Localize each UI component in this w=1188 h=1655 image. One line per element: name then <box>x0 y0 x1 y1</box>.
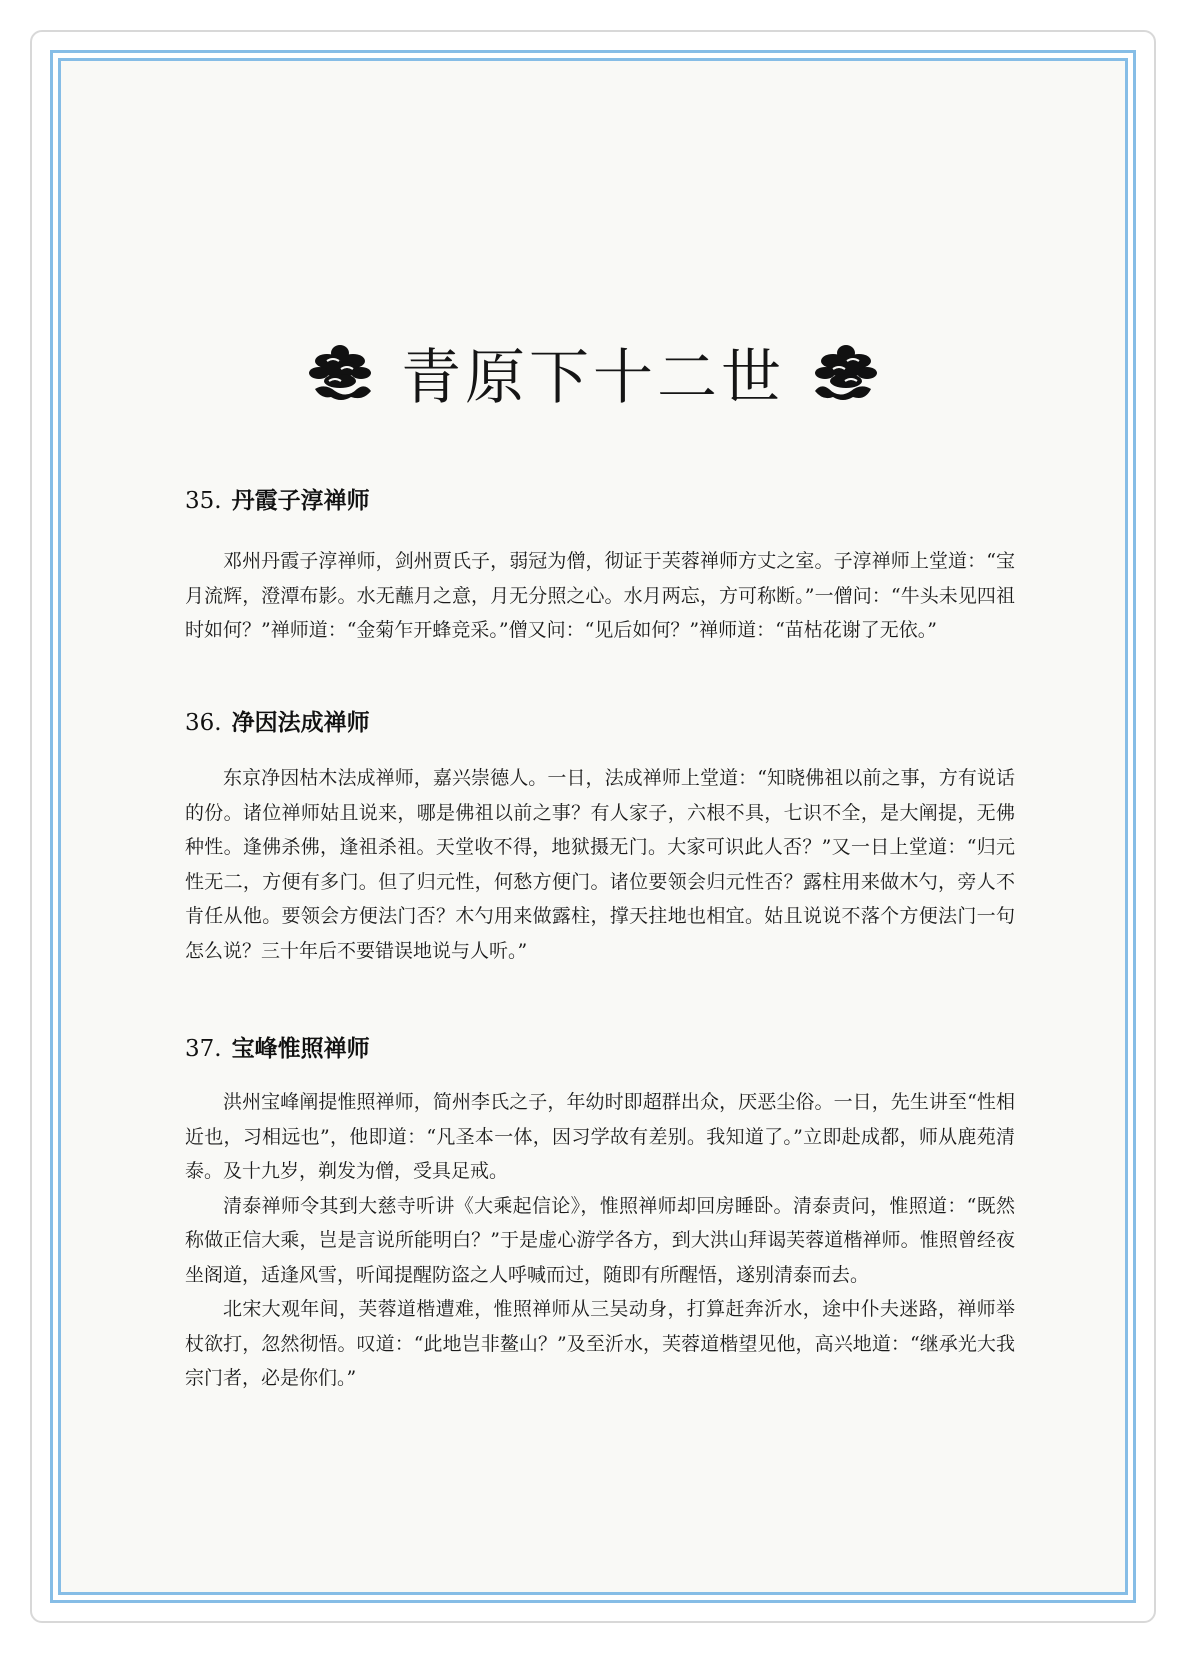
chapter-header <box>61 323 1125 423</box>
section-title: 净因法成禅师 <box>231 709 370 736</box>
section-heading <box>185 484 1015 518</box>
paragraph: 北宋大观年间，芙蓉道楷遭难，惟照禅师从三吴动身，打算赶奔沂水，途中仆夫迷路，禅师举杖欲打，忽然彻悟。叹道：“此地岂非鳌山？”及至沂水，芙蓉道楷望见他，高兴地道：“继承光大我宗门者，必是你们。” <box>185 1298 1015 1389</box>
section-36 <box>185 706 1015 968</box>
section-title: 宝峰惟照禅师 <box>231 1035 370 1062</box>
chapter-title: 青原下十二世 <box>401 343 785 413</box>
section-number: 37. <box>185 1036 222 1062</box>
cloud-ornament-left-icon <box>305 341 375 405</box>
section-title: 丹霞子淳禅师 <box>231 487 370 514</box>
paragraph: 邓州丹霞子淳禅师，剑州贾氏子，弱冠为僧，彻证于芙蓉禅师方丈之室。子淳禅师上堂道：“宝月流辉，澄潭布影。水无蘸月之意，月无分照之心。水月两忘，方可称断。”一僧问：“牛头未见四祖时如何？”禅师道：“金菊乍开蜂竞采。”僧又问：“见后如何？”禅师道：“苗枯花谢了无依。” <box>185 550 1015 641</box>
section-heading <box>185 1032 1015 1066</box>
section-number: 35. <box>185 488 222 514</box>
cloud-ornament-right-icon <box>811 341 881 405</box>
section-number: 36. <box>185 710 222 736</box>
section-heading <box>185 706 1015 740</box>
paragraph: 洪州宝峰阐提惟照禅师，简州李氏之子，年幼时即超群出众，厌恶尘俗。一日，先生讲至“性相近也，习相远也”，他即道：“凡圣本一体，因习学故有差别。我知道了。”立即赴成都，师从鹿苑清泰。及十九岁，剃发为僧，受具足戒。 <box>185 1091 1015 1182</box>
section-37 <box>185 1032 1015 1396</box>
paragraph: 东京净因枯木法成禅师，嘉兴崇德人。一日，法成禅师上堂道：“知晓佛祖以前之事，方有说话的份。诸位禅师姑且说来，哪是佛祖以前之事？有人家子，六根不具，七识不全，是大阐提，无佛种性。逢佛杀佛，逢祖杀祖。天堂收不得，地狱摄无门。大家可识此人否？”又一日上堂道：“归元性无二，方便有多门。但了归元性，何愁方便门。诸位要领会归元性否？露柱用来做木勺，旁人不肯任从他。要领会方便法门否？木勺用来做露柱，撑天拄地也相宜。姑且说说不落个方便法门一句怎么说？三十年后不要错误地说与人听。” <box>185 767 1015 962</box>
book-page <box>58 58 1128 1595</box>
paragraph: 清泰禅师令其到大慈寺听讲《大乘起信论》，惟照禅师却回房睡卧。清泰责问，惟照道：“既然称做正信大乘，岂是言说所能明白？”于是虚心游学各方，到大洪山拜谒芙蓉道楷禅师。惟照曾经夜坐阁道，适逢风雪，听闻提醒防盗之人呼喊而过，随即有所醒悟，遂别清泰而去。 <box>185 1194 1015 1286</box>
section-35 <box>185 484 1015 648</box>
